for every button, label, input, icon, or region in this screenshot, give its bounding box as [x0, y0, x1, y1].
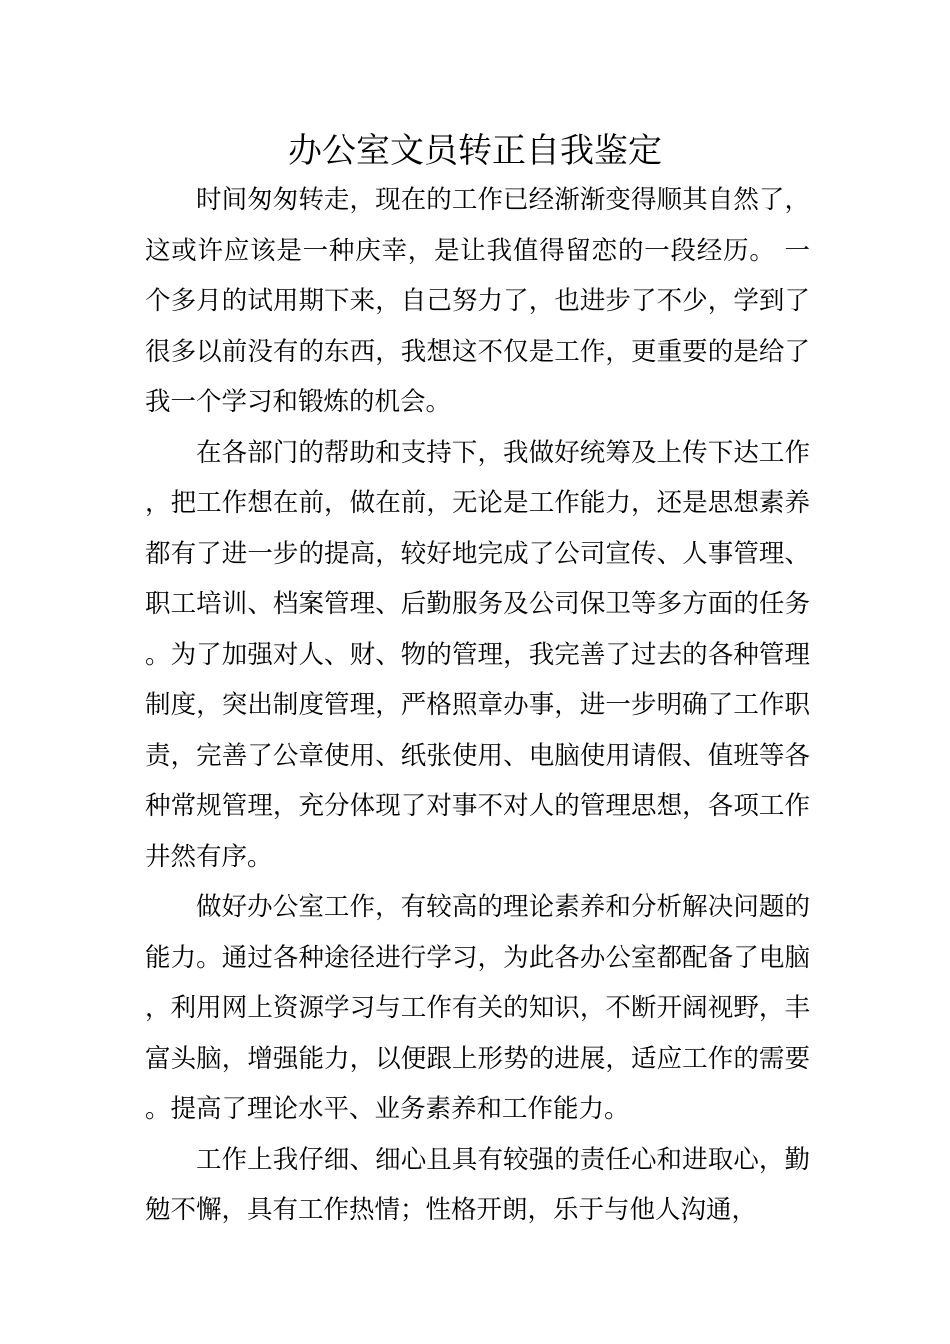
- paragraph-4: 工作上我仔细、细心且具有较强的责任心和进取心，勤勉不懈，具有工作热情；性格开朗，乐于与他人沟通，: [145, 1144, 810, 1225]
- paragraph-2: 在各部门的帮助和支持下，我做好统筹及上传下达工作，把工作想在前，做在前，无论是工作能力，还是思想素养都有了进一步的提高，较好地完成了公司宣传、人事管理、职工培训、档案管理、后勤服务及公司保卫等多方面的任务。为了加强对人、财、物的管理，我完善了过去的各种管理制度，突出制度管理，严格照章办事，进一步明确了工作职责，完善了公章使用、纸张使用、电脑使用请假、值班等各种常规管理，充分体现了对事不对人的管理思想，各项工作井然有序。: [145, 437, 810, 872]
- document-title: 办公室文员转正自我鉴定: [288, 131, 662, 171]
- document-body: [145, 175, 810, 1236]
- paragraph-3: 做好办公室工作，有较高的理论素养和分析解决问题的能力。通过各种途径进行学习，为此各办公室都配备了电脑，利用网上资源学习与工作有关的知识，不断开阔视野，丰富头脑，增强能力，以便跟上形势的进展，适应工作的需要。提高了理论水平、业务素养和工作能力。: [145, 892, 810, 1124]
- paragraph-1: 时间匆匆转走，现在的工作已经渐渐变得顺其自然了，这或许应该是一种庆幸，是让我值得留恋的一段经历。 一个多月的试用期下来，自己努力了，也进步了不少，学到了很多以前没有的东西，我想这不仅是工作，更重要的是给了我一个学习和锻炼的机会。: [145, 185, 810, 417]
